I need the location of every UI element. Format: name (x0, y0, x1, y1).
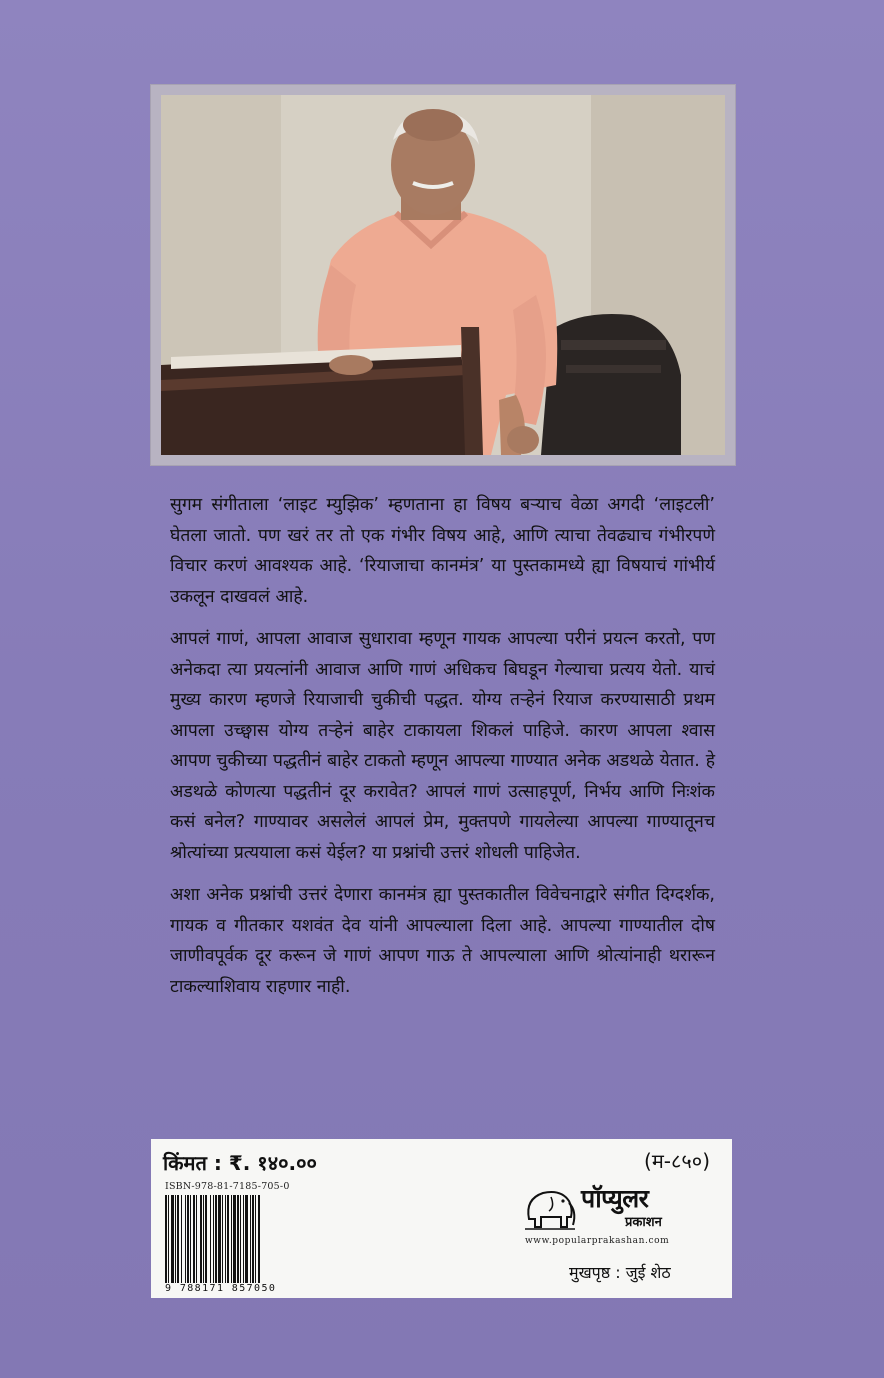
book-code: (म-८५०) (644, 1149, 710, 1173)
blurb-paragraph-2: आपलं गाणं, आपला आवाज सुधारावा म्हणून गायक आपल्या परीनं प्रयत्न करतो, पण अनेकदा त्या प्रयत्नांनी आवाज आणि गाणं अधिकच बिघडून गेल्याचा प्रत्यय येतो. याचं मुख्य कारण म्हणजे रियाजाची चुकीची पद्धत. योग्य तऱ्हेनं रियाज करण्यासाठी प्रथम आपला उच्छ्वास योग्य तऱ्हेनं बाहेर टाकायला शिकलं पाहिजे. कारण आपला श्वास आपण चुकीच्या पद्धतीनं बाहेर टाकतो म्हणून आपल्या गाण्यात अनेक अडथळे येतात. हे अडथळे कोणत्या पद्धतीनं दूर करावेत? आपलं गाणं उत्साहपूर्ण, निर्भय आणि निःशंक कसं बनेल? गाण्यावर असलेलं आपलं प्रेम, मुक्तपणे गायलेल्या आपल्या गाण्यातूनच श्रोत्यांच्या प्रत्ययाला कसं येईल? या प्रश्नांची उत्तरं शोधली पाहिजेत. (170, 629, 715, 863)
price: किंमत : ₹. १४०.०० (163, 1151, 317, 1175)
back-cover-blurb (170, 490, 715, 1014)
info-box (151, 1139, 732, 1298)
author-photo (161, 95, 725, 455)
publisher-website: www.popularprakashan.com (525, 1236, 670, 1246)
blurb-paragraph-3: अशा अनेक प्रश्नांची उत्तरं देणारा कानमंत्र ह्या पुस्तकातील विवेचनाद्वारे संगीत दिग्दर्शक, गायक व गीतकार यशवंत देव यांनी आपल्याला दिला आहे. आपल्या गाण्यातील दोष जाणीवपूर्वक दूर करून जे गाणं आपण गाऊ ते आपल्याला आणि श्रोत्यांनाही थरारून टाकल्याशिवाय राहणार नाही. (170, 885, 715, 997)
cover-credit: मुखपृष्ठ : जुई शेठ (569, 1263, 671, 1282)
publisher-logo (521, 1179, 721, 1235)
publisher-sub: प्रकाशन (625, 1215, 662, 1230)
author-photo-frame (150, 84, 736, 466)
elephant-icon (521, 1179, 579, 1235)
barcode-digits: 9 788171 857050 (165, 1283, 277, 1294)
isbn: ISBN-978-81-7185-705-0 (165, 1181, 290, 1192)
blurb-paragraph-1: सुगम संगीताला ‘लाइट म्युझिक’ म्हणताना हा विषय बऱ्याच वेळा अगदी ‘लाइटली’ घेतला जातो. पण खरं तर तो एक गंभीर विषय आहे, आणि त्याचा तेवढ्याच गंभीरपणे विचार करणं आवश्यक आहे. ‘रियाजाचा कानमंत्र’ या पुस्तकामध्ये ह्या विषयाचं गांभीर्य उकलून दाखवलं आहे. (170, 495, 715, 607)
barcode-icon (165, 1195, 293, 1283)
publisher-name: पॉप्युलर (581, 1184, 649, 1213)
